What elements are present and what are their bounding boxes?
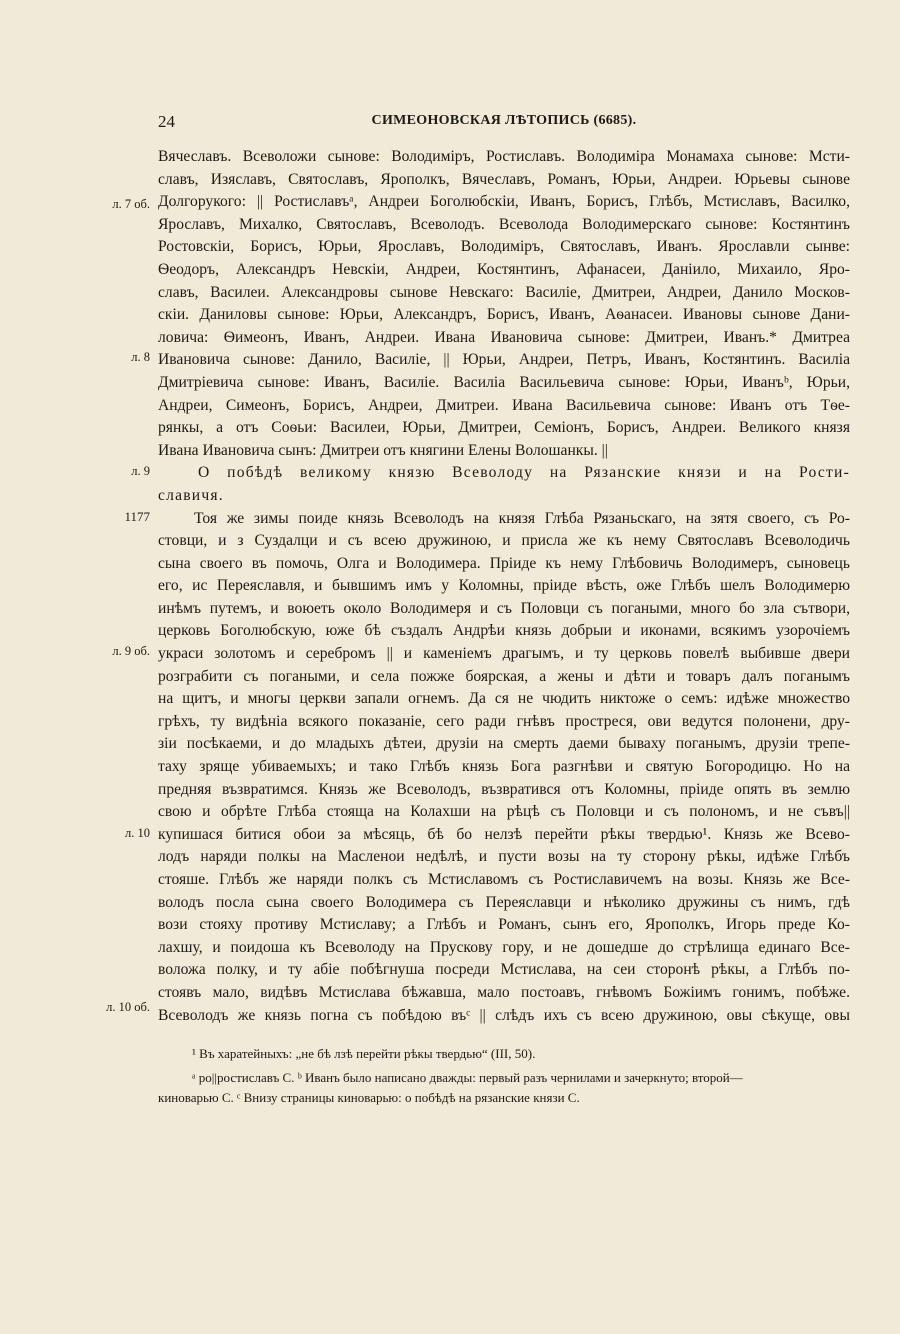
text-line: церковь Боголюбскую, юже бѣ създалъ Андрѣи князь добрыи и иконами, всякимъ узорочiемъ <box>158 622 850 640</box>
text-line: Долгорукого: || Ростиславъᵃ, Андреи Боголюбскiи, Иванъ, Борисъ, Глѣбъ, Мстиславъ, Василко, <box>158 193 850 211</box>
section-heading: славичя. <box>158 486 224 504</box>
text-line: ловича: Ѳимеонъ, Иванъ, Андреи. Ивана Ивановича сынове: Дмитреи, Иванъ.* Дмитреа <box>158 328 850 346</box>
folio-note: л. 10 об. <box>106 1000 150 1014</box>
text-line: инѣмъ путемъ, и воюеть около Володимеря и съ Половци съ погаными, много бо зла сътвори, <box>158 599 850 617</box>
text-line: купишася битися обои за мѣсяць, бѣ бо нелзѣ перейти рѣкы твердью¹. Князь же Всево- <box>158 825 850 843</box>
text-line: володъ посла сына своего Володимера съ Переяславци и нѣколико дружины съ нимъ, гдѣ <box>158 893 850 911</box>
page-header <box>158 112 850 136</box>
text-line: славъ, Изяславъ, Святославъ, Ярополкъ, Вячеславъ, Романъ, Юрьи, Андреи. Юрьевы сынове <box>158 170 850 188</box>
text-line: Ивана Ивановича сынъ: Дмитреи отъ княгини Елены Волошанкы. || <box>158 441 608 459</box>
year-note: 1177 <box>124 509 150 524</box>
text-line: зiи посѣкаеми, и до младыхъ дѣтеи, друзiи на смерть даеми бываху поганымъ, друзiи трепе- <box>158 735 850 753</box>
text-line: Тоя же зимы поиде князь Всеволодъ на князя Глѣба Рязаньскаго, на зятя своего, съ Ро- <box>194 509 850 527</box>
text-line: Ярославъ, Михалко, Святославъ, Всеволодъ. Всеволода Володимерскаго сынове: Костянтинъ <box>158 215 850 233</box>
text-line: воложа полку, и ту абiе побѣгнуша посреди Мстислава, на сеи сторонѣ рѣкы, а Глѣбъ по- <box>158 961 850 979</box>
text-line: славъ, Василеи. Александровы сынове Невскаго: Василiе, Дмитреи, Андреи, Данило Москов- <box>158 283 850 301</box>
footnote: киноварью С. ᶜ Внизу страницы киноварью: о побѣдѣ на рязанские князи С. <box>158 1090 580 1105</box>
chronicle-text <box>158 146 850 1027</box>
text-line: лодъ наряди полкы на Масленои недѣлѣ, и пусти возы на ту сторону рѣкы, идѣже Глѣбъ <box>158 848 850 866</box>
text-line: стояше. Глѣбъ же наряди полкъ съ Мстиславомъ съ Ростиславичемъ на возы. Князь же Все- <box>158 871 850 888</box>
text-line: таху зряще убиваемыхъ; и тако Глѣбъ князь Бога разгнѣви и святую Богородицю. Но на <box>158 758 850 776</box>
text-line: скiи. Даниловы сынове: Юрьи, Александръ, Борисъ, Иванъ, Аѳанасеи. Ивановы сынове Дани- <box>158 306 850 324</box>
running-title: СИМЕОНОВСКАЯ ЛѢТОПИСЬ (6685). <box>371 113 637 128</box>
text-line: на щитъ, и многы церкви запали огнемъ. Да ся не чюдить никтоже о семъ: идѣже множество <box>158 690 850 708</box>
text-line: Андреи, Симеонъ, Борисъ, Андреи, Дмитреи. Ивана Васильевича сынове: Иванъ отъ Тѳе- <box>158 396 850 414</box>
section-heading: О побѣдѣ великому князю Всеволоду на Рязанские князи и на Рости- <box>198 464 850 482</box>
text-line: стовци, и з Суздалци и съ всею дружиною, и присла же къ нему Святославъ Всеволодичь <box>158 532 850 550</box>
text-line: сына своего въ помочь, Олга и Володимера. Прiиде къ нему Глѣбовичь Володимеръ, сыновець <box>158 554 850 572</box>
text-line: Всеволодъ же князь погна съ побѣдою въᶜ || слѣдъ ихъ съ всею дружиною, овы сѣкуще, овы <box>158 1006 850 1024</box>
text-line: лахшу, и поидоша къ Всеволоду на Прускову гору, и не дошедше до стрѣлища единаго Все- <box>158 938 850 956</box>
folio-note: л. 8 <box>131 350 150 364</box>
footnote: ᵃ ро||ростиславъ С. ᵇ Иванъ было написано дважды: первый разъ чернилами и зачеркнуто; второй— <box>192 1070 743 1085</box>
text-line: Дмитрiевича сынове: Иванъ, Василiе. Василiа Васильевича сынове: Юрьи, Иванъᵇ, Юрьи, <box>158 373 850 391</box>
footnote: ¹ Въ харатейныхъ: „не бѣ лзѣ перейти рѣкы твердью“ (III, 50). <box>192 1046 536 1061</box>
folio-note: л. 7 об. <box>112 197 150 211</box>
text-line: вози стояху противу Мстиславу; а Глѣбъ и Романъ, сынъ его, Ярополкъ, Игорь преде Ко- <box>158 916 850 934</box>
text-line: Ѳеодоръ, Александръ Невскiи, Андреи, Костянтинъ, Афанасеи, Данiило, Михаило, Яро- <box>158 260 850 278</box>
text-line: стоявъ мало, видѣвъ Мстислава бѣжавша, мало постоавъ, гнѣвомъ Божiимъ гонимъ, побѣже. <box>158 983 850 1001</box>
text-line: украси золотомъ и серебромъ || и каменiемъ драгымъ, и ту церковь повелѣ выбивше двери <box>158 645 850 663</box>
text-line: его, ис Переяславля, и бывшимъ имъ у Коломны, прiиде вѣсть, оже Глѣбъ шелъ Володимерю <box>158 577 850 595</box>
text-line: свою и обрѣте Глѣба стояща на Колахши на рѣцѣ съ Половци и съ полономъ, и не съвъ|| <box>158 803 850 821</box>
text-line: предняя възвратимся. Князь же Всеволодъ, възвратився отъ Коломны, прiиде опять въ землю <box>158 780 850 798</box>
text-line: розграбити съ погаными, и села пожже боярская, а жены и дѣти и товаръ далъ поганымъ <box>158 667 850 685</box>
text-line: рянкы, а отъ Соѳьи: Василеи, Юрьи, Дмитреи, Семiонъ, Борисъ, Андреи. Великого князя <box>158 419 850 437</box>
text-line: Ивановича сынове: Данило, Василiе, || Юрьи, Андреи, Петръ, Иванъ, Костянтинъ. Василiа <box>158 351 850 369</box>
page-number: 24 <box>158 112 175 131</box>
folio-note: л. 9 об. <box>112 644 150 658</box>
text-line: Вячеславъ. Всеволожи сынове: Володимiръ, Ростиславъ. Володимiра Монамаха сынове: Мсти- <box>158 148 850 165</box>
folio-note: л. 10 <box>125 826 150 840</box>
text-line: грѣхъ, ту видѣнiа всякого показанiе, сего ради гнѣвъ простреся, ови ведутся полонени, дру- <box>158 712 850 730</box>
folio-note: л. 9 <box>131 464 150 478</box>
footnotes <box>158 1044 850 1108</box>
text-line: Ростовскiи, Борисъ, Юрьи, Ярославъ, Володимiръ, Святославъ, Иванъ. Ярославли сынве: <box>158 238 850 256</box>
